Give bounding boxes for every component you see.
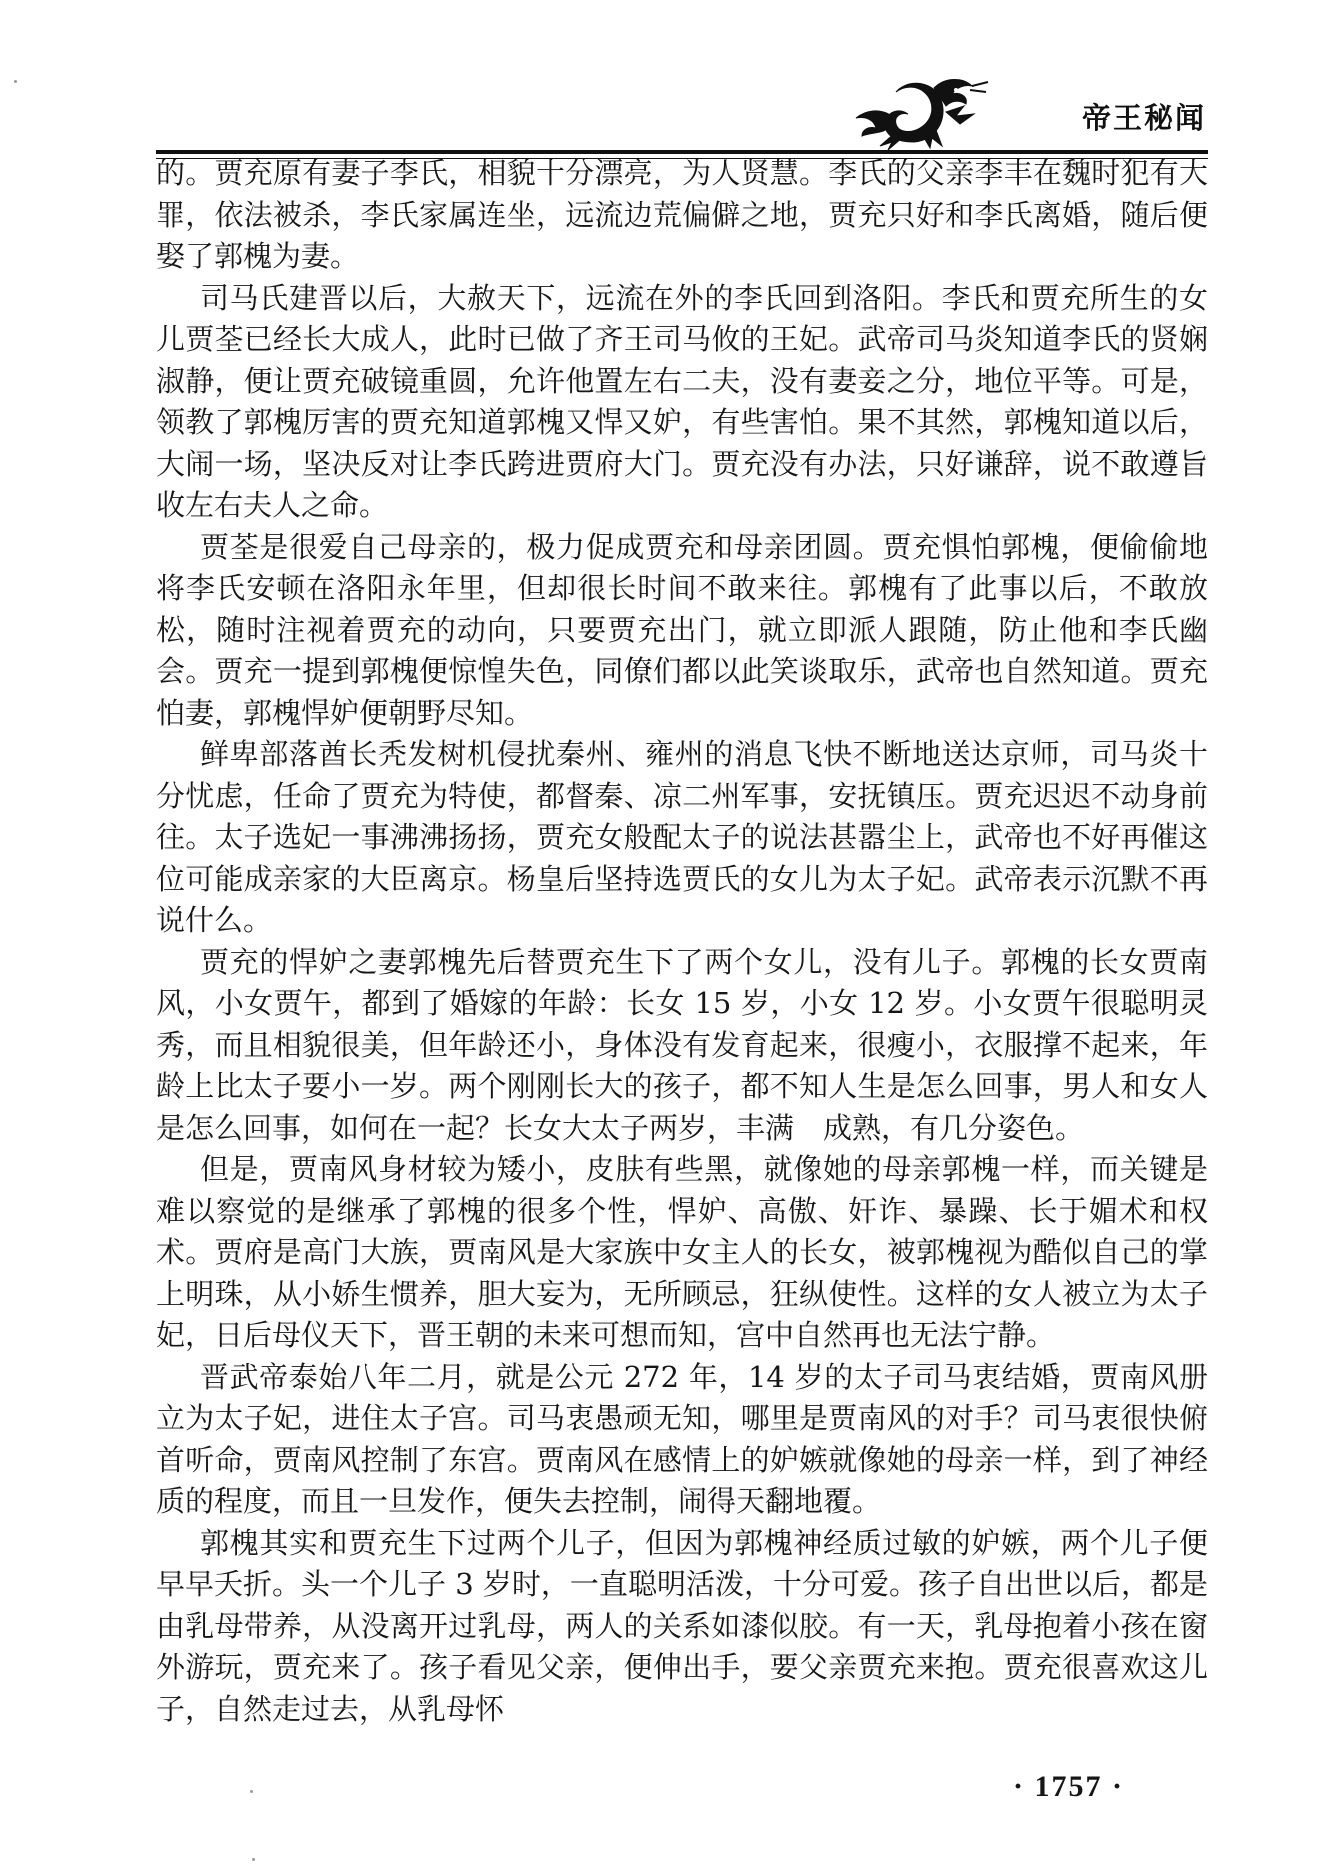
- page-number: · 1757 ·: [1013, 1770, 1125, 1803]
- paragraph: 鲜卑部落酋长秃发树机侵扰秦州、雍州的消息飞快不断地送达京师，司马炎十分忧虑，任命了贾充为特使，都督秦、凉二州军事，安抚镇压。贾充迟迟不动身前往。太子选妃一事沸沸扬扬，贾充女般配太子的说法甚嚣尘上，武帝也不好再催这位可能成亲家的大臣离京。杨皇后坚持选贾氏的女儿为太子妃。武帝表示沉默不再说什么。: [156, 737, 1208, 937]
- paragraph: 但是，贾南风身材较为矮小，皮肤有些黑，就像她的母亲郭槐一样，而关键是难以察觉的是继承了郭槐的很多个性，悍妒、高傲、奸诈、暴躁、长于媚术和权术。贾府是高门大族，贾南风是大家族中女主人的长女，被郭槐视为酷似自己的掌上明珠，从小娇生惯养，胆大妄为，无所顾忌，狂纵使性。这样的女人被立为太子妃，日后母仪天下，晋王朝的未来可想而知，宫中自然再也无法宁静。: [156, 1152, 1208, 1352]
- paragraph: 贾充的悍妒之妻郭槐先后替贾充生下了两个女儿，没有儿子。郭槐的长女贾南风，小女贾午，都到了婚嫁的年龄：长女 15 岁，小女 12 岁。小女贾午很聪明灵秀，而且相貌很美，但年龄还小，身体没有发育起来，很瘦小，衣服撑不起来，年龄上比太子要小一岁。两个刚刚长大的孩子，都不知人生是怎么回事，男人和女人是怎么回事，如何在一起？长女大太子两岁，丰满 成熟，有几分姿色。: [156, 944, 1208, 1145]
- scan-speck: [250, 1790, 253, 1793]
- scan-speck: [252, 1858, 255, 1861]
- paragraph: 司马氏建晋以后，大赦天下，远流在外的李氏回到洛阳。李氏和贾充所生的女儿贾荃已经长大成人，此时已做了齐王司马攸的王妃。武帝司马炎知道李氏的贤娴淑静，便让贾充破镜重圆，允许他置左右二夫，没有妻妾之分，地位平等。可是，领教了郭槐厉害的贾充知道郭槐又悍又妒，有些害怕。果不其然，郭槐知道以后，大闹一场，坚决反对让李氏跨进贾府大门。贾充没有办法，只好谦辞，说不敢遵旨收左右夫人之命。: [156, 280, 1208, 522]
- paragraph: 晋武帝泰始八年二月，就是公元 272 年，14 岁的太子司马衷结婚，贾南风册立为太子妃，进住太子宫。司马衷愚顽无知，哪里是贾南风的对手？司马衷很快俯首听命，贾南风控制了东宫。贾南风在感情上的妒嫉就像她的母亲一样，到了神经质的程度，而且一旦发作，便失去控制，闹得天翻地覆。: [156, 1359, 1208, 1518]
- book-title: 帝王秘闻: [1081, 101, 1206, 135]
- paragraph: 贾荃是很爱自己母亲的，极力促成贾充和母亲团圆。贾充惧怕郭槐，便偷偷地将李氏安顿在洛阳永年里，但却很长时间不敢来往。郭槐有了此事以后，不敢放松，随时注视着贾充的动向，只要贾充出门，就立即派人跟随，防止他和李氏幽会。贾充一提到郭槐便惊惶失色，同僚们都以此笑谈取乐，武帝也自然知道。贾充怕妻，郭槐悍妒便朝野尽知。: [156, 529, 1208, 730]
- paragraph: 的。贾充原有妻子李氏，相貌十分漂亮，为人贤慧。李氏的父亲李丰在魏时犯有大罪，依法被杀，李氏家属连坐，远流边荒偏僻之地，贾充只好和李氏离婚，随后便娶了郭槐为妻。: [156, 156, 1208, 273]
- paragraph: 郭槐其实和贾充生下过两个儿子，但因为郭槐神经质过敏的妒嫉，两个儿子便早早夭折。头一个儿子 3 岁时，一直聪明活泼，十分可爱。孩子自出世以后，都是由乳母带养，从没离开过乳母，两人的关系如漆似胶。有一天，乳母抱着小孩在窗外游玩，贾充来了。孩子看见父亲，便伸出手，要父亲贾充来抱。贾充很喜欢这儿子，自然走过去，从乳母怀: [156, 1525, 1208, 1726]
- dragon-icon: [796, 72, 1036, 150]
- body-text: [156, 153, 1208, 1730]
- running-header: [156, 70, 1208, 162]
- scan-speck: [14, 80, 17, 83]
